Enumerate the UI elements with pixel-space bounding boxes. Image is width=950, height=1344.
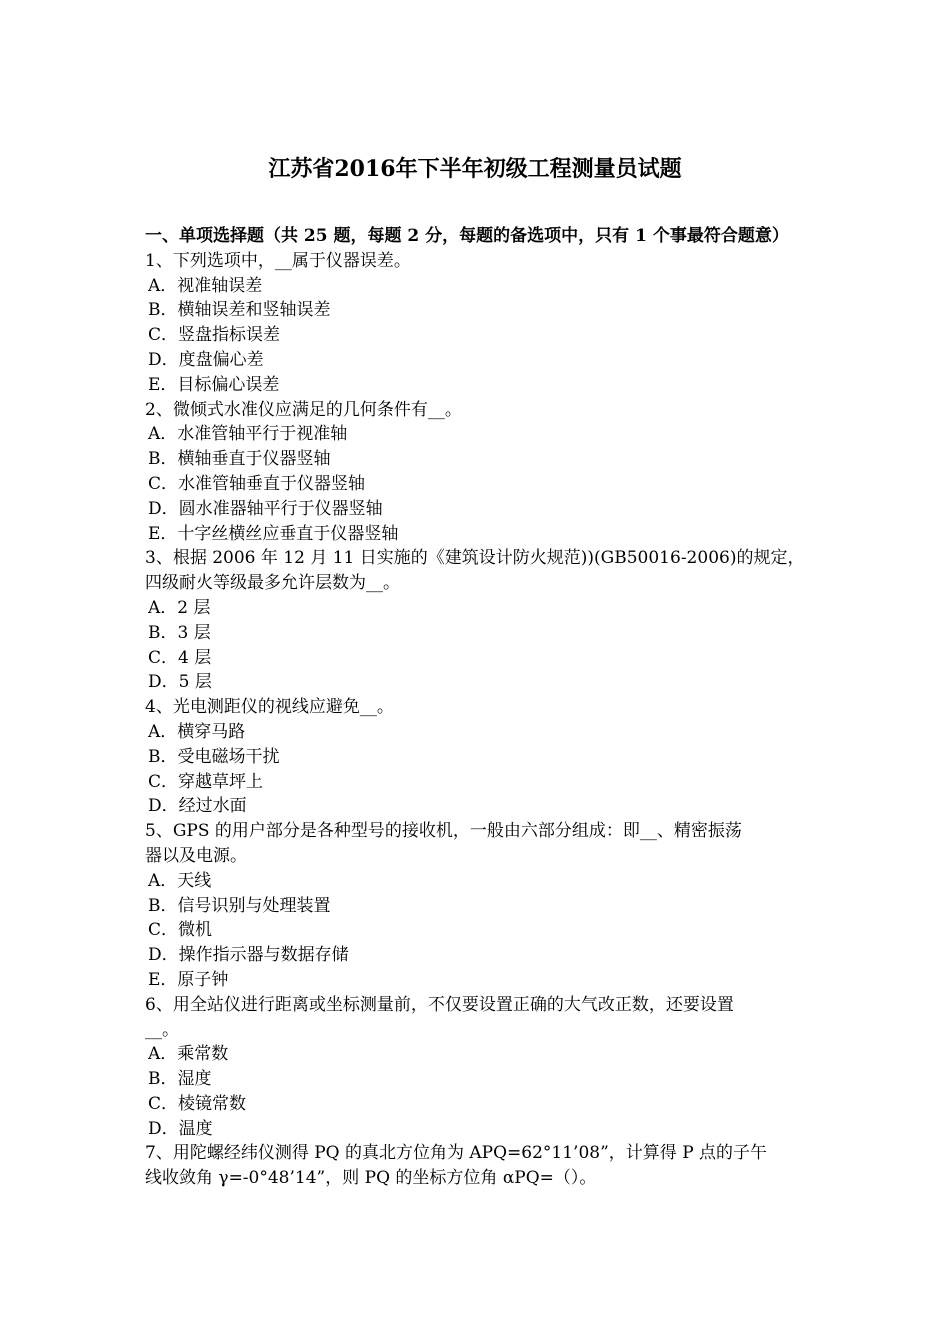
question-4	[145, 695, 815, 819]
option-e: E．十字丝横丝应垂直于仪器竖轴	[148, 523, 399, 544]
option-b: B．3 层	[148, 622, 211, 643]
option-c: C．微机	[148, 920, 213, 941]
option-b: B．横轴垂直于仪器竖轴	[148, 449, 331, 470]
question-3	[145, 546, 815, 695]
option-b: B．湿度	[148, 1069, 212, 1090]
option-c: C．穿越草坪上	[148, 771, 264, 792]
question-text-continued: __。	[145, 1019, 179, 1040]
option-d: D．圆水准器轴平行于仪器竖轴	[148, 498, 383, 519]
option-c: C．水准管轴垂直于仪器竖轴	[148, 473, 366, 494]
question-text: 5、GPS 的用户部分是各种型号的接收机，一般由六部分组成：即__、精密振荡	[145, 821, 742, 842]
option-b: B．横轴误差和竖轴误差	[148, 300, 331, 321]
question-text: 6、用全站仪进行距离或坐标测量前，不仅要设置正确的大气改正数，还要设置	[145, 994, 734, 1015]
section-heading: 一、单项选择题（共 25 题，每题 2 分，每题的备选项中，只有 1 个事最符合题意）	[145, 226, 789, 246]
option-c: C．竖盘指标误差	[148, 325, 281, 346]
question-text-continued: 四级耐火等级最多允许层数为__。	[145, 573, 400, 594]
question-text: 7、用陀螺经纬仪测得 PQ 的真北方位角为 APQ=62°11’08”，计算得 P 点的子午	[145, 1143, 768, 1164]
option-e: E．目标偏心误差	[148, 374, 280, 395]
option-b: B．受电磁场干扰	[148, 746, 280, 767]
option-d: D．度盘偏心差	[148, 349, 264, 370]
option-a: A．水准管轴平行于视准轴	[148, 424, 348, 445]
question-text: 1、下列选项中，__属于仪器误差。	[145, 250, 411, 271]
option-a: A．乘常数	[148, 1044, 229, 1065]
question-5	[145, 819, 815, 993]
document-body	[145, 224, 815, 1191]
option-d: D．操作指示器与数据存储	[148, 945, 349, 966]
option-d: D．经过水面	[148, 796, 247, 817]
option-a: A．横穿马路	[148, 721, 246, 742]
question-text: 3、根据 2006 年 12 月 11 日实施的《建筑设计防火规范))(GB50016-2006)的规定，	[145, 548, 805, 569]
option-a: A．2 层	[148, 597, 211, 618]
question-text: 4、光电测距仪的视线应避免__。	[145, 697, 394, 718]
question-text-continued: 器以及电源。	[145, 845, 247, 866]
option-a: A．天线	[148, 870, 212, 891]
question-6	[145, 993, 815, 1142]
question-7	[145, 1141, 815, 1191]
question-text: 2、微倾式水准仪应满足的几何条件有__。	[145, 399, 462, 420]
option-c: C．棱镜常数	[148, 1093, 247, 1114]
option-d: D．5 层	[148, 672, 212, 693]
option-d: D．温度	[148, 1118, 213, 1139]
option-b: B．信号识别与处理装置	[148, 895, 331, 916]
question-1	[145, 249, 815, 398]
question-text-continued: 线收敛角 γ=-0°48’14”，则 PQ 的坐标方位角 αPQ=（）。	[145, 1168, 597, 1189]
option-a: A．视准轴误差	[148, 275, 263, 296]
option-e: E．原子钟	[148, 969, 229, 990]
question-2	[145, 398, 815, 547]
document-title: 江苏省2016年下半年初级工程测量员试题	[268, 156, 682, 182]
option-c: C．4 层	[148, 647, 212, 668]
